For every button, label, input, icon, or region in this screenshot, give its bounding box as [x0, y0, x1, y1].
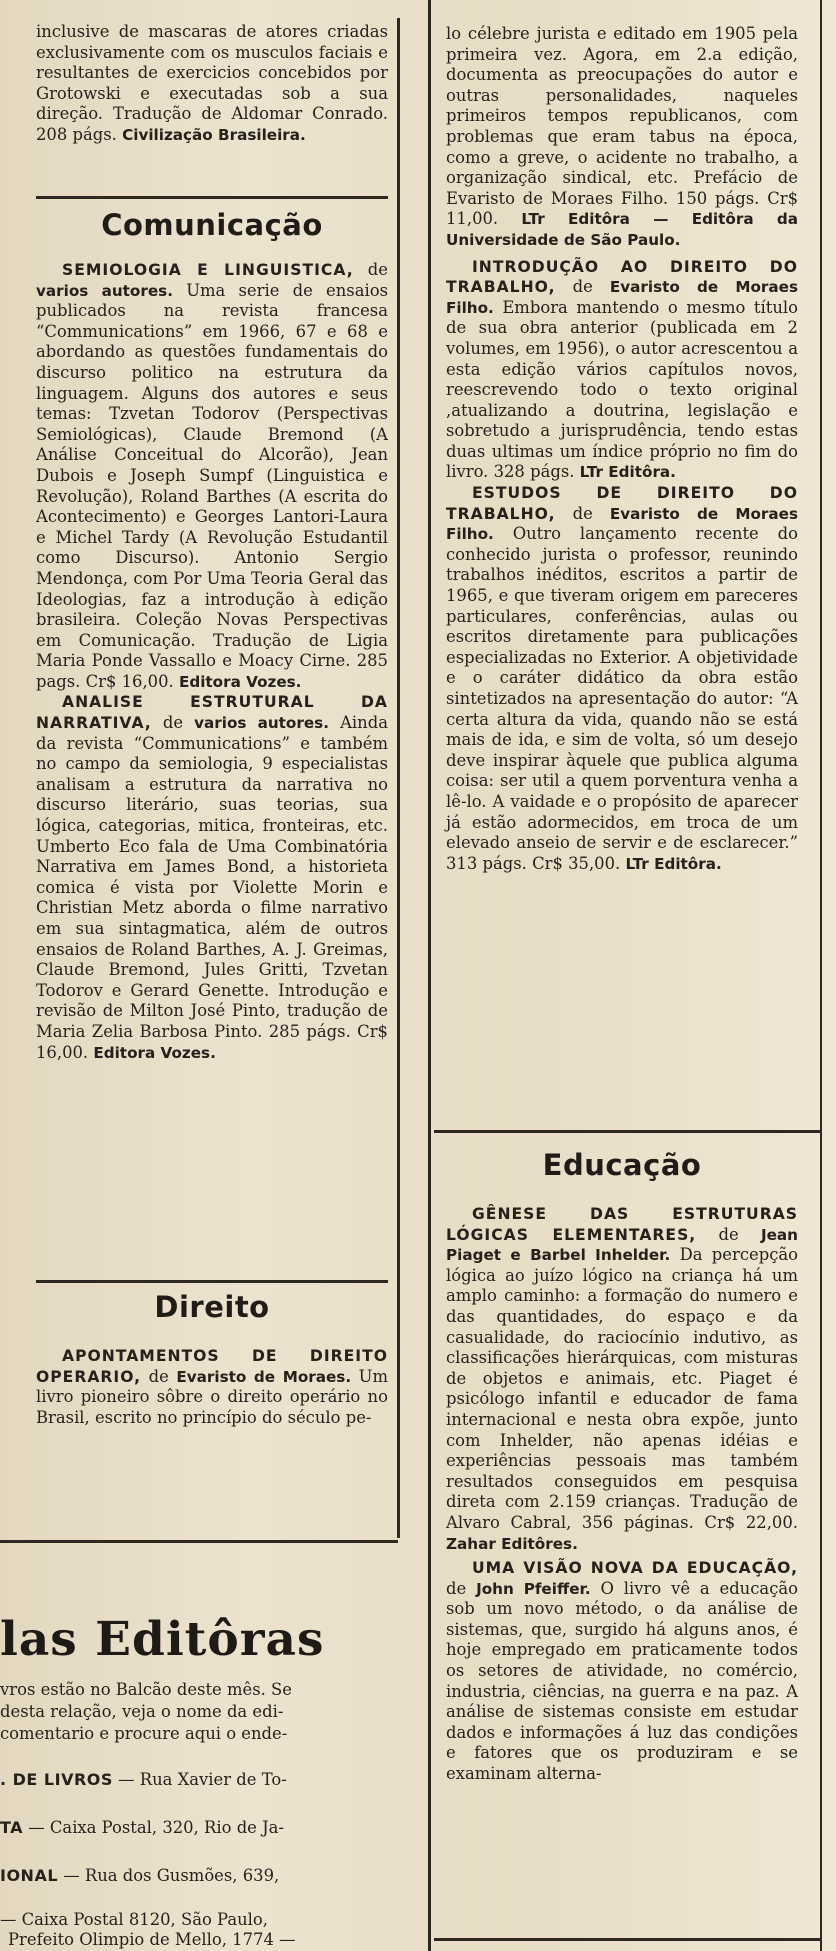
article-author: varios autores.: [194, 714, 329, 733]
article-publisher: Zahar Editôres.: [446, 1534, 578, 1553]
right-column: [446, 24, 798, 874]
center-column-rule: [428, 0, 431, 1951]
intro-text: inclusive de mascaras de atores criadas exclusivamente com os musculos faciais e resultantes de exercicios concebidos por Grotowski e executadas sob a sua direção. Tradução de Aldomar Conrado. 208 págs.: [36, 22, 388, 144]
left-column-rule: [397, 18, 400, 1538]
editoras-intro-line-1: vros estão no Balcão deste mês. Se: [0, 1680, 292, 1699]
article-apontamentos: APONTAMENTOS DE DIREITO OPERARIO, de Evaristo de Moraes. Um livro pioneiro sôbre o direito operário no Brasil, escrito no princípio do século pe-: [36, 1347, 389, 1427]
left-top-section-rule: [36, 196, 388, 199]
article-author: varios autores.: [36, 281, 173, 300]
article-author: Jean Piaget e Barbel Inhelder.: [446, 1225, 798, 1265]
right-mid-rule: [434, 1130, 820, 1133]
article-text: Embora mantendo o mesmo título de sua obra anterior (publicada em 2 volumes, em 1956), o autor acrescentou a esta edição vários capítulos novos, reescrevendo todo o texto original ,atualizando a doutrina, legislação e sobretudo a jurisprudência, tendo estas duas ultimas um índice próprio no fim do livro. 328 págs.: [446, 297, 798, 482]
article-title: APONTAMENTOS DE DIREITO OPERARIO,: [36, 1347, 388, 1386]
article-genese: GÊNESE DAS ESTRUTURAS LÓGICAS ELEMENTARES, de Jean Piaget e Barbel Inhelder. Da percepção lógica ao juízo lógico na criança há um amplo caminho: a formação do numero e das quantidades, do espaço e da casualidade, do raciocínio indutivo, as classificações hierárquicas, com misturas de objetos e animais, etc. Piaget é psicólogo infantil e educador de fama internacional e nesta obra expõe, junto com Inhelder, não apenas idéias e experiências pessoais mas também resultados conseguidos em pesquisa direta com 2.159 crianças. Tradução de Alvaro Cabral, 356 páginas. Cr$ 22,00. Zahar Editôres.: [446, 1205, 799, 1553]
article-text: Da percepção lógica ao juízo lógico na criança há um amplo caminho: a formação do numero e das quantidades, do espaço e da casualidade, do raciocínio indutivo, as classificações hierárquicas, com misturas de objetos e animais, etc. Piaget é psicólogo infantil e educador de fama internacional e nesta obra expõe, junto com Inhelder, não apenas idéias e experiências pessoais mas também resultados conseguidos em pesquisa direta com 2.159 crianças. Tradução de Alvaro Cabral, 356 páginas. Cr$ 22,00.: [446, 1245, 799, 1532]
bottom-box-rule: [0, 1540, 398, 1543]
editoras-intro-line-2: desta relação, veja o nome da edi-: [0, 1702, 284, 1721]
editora-entry-4: — Caixa Postal 8120, São Paulo,: [0, 1910, 268, 1929]
intro-publisher: Civilização Brasileira.: [122, 125, 306, 144]
article-text: O livro vê a educação sob um novo método, o da análise de sistemas, que, surgido há alguns anos, é hoje empregado em praticamente todos os setores de atividade, no comércio, industria, ciências, na guerra e na paz. A análise de sistemas consiste em estudar dados e informações á luz das condições e fatores que os produziram e se examinam alterna-: [446, 1578, 799, 1784]
educacao-articles: [446, 1204, 798, 1785]
article-publisher: LTr Editôra.: [579, 463, 676, 482]
article-continued: [446, 24, 798, 251]
article-author: Evaristo de Moraes Filho.: [446, 278, 798, 317]
article-visao-nova: UMA VISÃO NOVA DA EDUCAÇÃO, de John Pfeiffer. O livro vê a educação sob um novo método, o da análise de sistemas, que, surgido há alguns anos, é hoje empregado em praticamente todos os setores de atividade, no comércio, industria, ciências, na guerra e na paz. A análise de sistemas consiste em estudar dados e informações á luz das condições e fatores que os produziram e se examinam alterna-: [446, 1559, 799, 1784]
section-heading-direito: Direito: [154, 1290, 270, 1324]
article-title: UMA VISÃO NOVA DA EDUCAÇÃO,: [472, 1559, 798, 1578]
article-title: SEMIOLOGIA E LINGUISTICA,: [62, 261, 354, 279]
editora-entry-5: Prefeito Olimpio de Mello, 1774 —: [8, 1930, 296, 1949]
section-heading-comunicacao: Comunicação: [101, 208, 323, 242]
article-publisher: Editora Vozes.: [93, 1043, 216, 1062]
editora-entry-2: TA — Caixa Postal, 320, Rio de Ja-: [0, 1818, 284, 1837]
editoras-intro-line-3: comentario e procure aqui o ende-: [0, 1724, 288, 1743]
left-direito-rule: [36, 1280, 388, 1283]
article-analise-estrutural: ANALISE ESTRUTURAL DA NARRATIVA, de varios autores. Ainda da revista “Communications” e também no campo da semiologia, 9 especialistas analisam a estrutura da narrativa no discurso literário, suas teorias, sua lógica, categorias, mitica, fronteiras, etc. Umberto Eco fala de Uma Combinatória Narrativa em James Bond, a historieta comica é vista por Violette Morin e Christian Metz aborda o filme narrativo em sua sintagmatica, além de outros ensaios de Roland Barthes, A. J. Greimas, Claude Bremond, Jules Gritti, Tzvetan Todorov e Gerard Genette. Introdução e revisão de Milton José Pinto, tradução de Maria Zelia Barbosa Pinto. 285 págs. Cr$ 16,00. Editora Vozes.: [36, 693, 388, 1062]
article-estudos-direito: ESTUDOS DE DIREITO DO TRABALHO, de Evaristo de Moraes Filho. Outro lançamento recente do conhecido jurista o professor, reunindo trabalhos inéditos, escritos a partir de 1965, e que tiveram origem em pareceres particulares, conferências, aulas ou escritos diretamente para publicações especializadas no Exterior. A objetividade e o caráter didático da obra estão sintetizados na apresentação do autor: “A certa altura da vida, quando não se está mais de ida, e sim de volta, só um desejo deve inspirar àquele que publica alguma coisa: ser util a quem porventura venha a lê-lo. A vaidade e o propósito de aparecer já estão adormecidos, em troca de um elevado anseio de servir e de esclarecer.” 313 págs. Cr$ 35,00. LTr Editôra.: [446, 484, 798, 873]
article-title: INTRODUÇÃO AO DIREITO DO TRABALHO,: [446, 257, 798, 297]
article-author: John Pfeiffer.: [476, 1579, 591, 1598]
article-publisher: LTr Editôra — Editôra da Universidade de São Paulo.: [446, 210, 798, 249]
article-publisher: LTr Editôra.: [625, 854, 722, 873]
right-bottom-rule: [434, 1938, 820, 1941]
continued-article: [36, 22, 388, 146]
article-title: ANALISE ESTRUTURAL DA NARRATIVA,: [36, 693, 388, 733]
article-author: Evaristo de Moraes.: [176, 1367, 352, 1386]
editora-entry-3: IONAL — Rua dos Gusmões, 639,: [0, 1866, 280, 1885]
editoras-heading: las Editôras: [0, 1612, 325, 1667]
article-introducao-direito: INTRODUÇÃO AO DIREITO DO TRABALHO, de Evaristo de Moraes Filho. Embora mantendo o mesmo título de sua obra anterior (publicada em 2 volumes, em 1956), o autor acrescentou a esta edição vários capítulos novos, reescrevendo todo o texto original ,atualizando a doutrina, legislação e sobretudo a jurisprudência, tendo estas duas ultimas um índice próprio no fim do livro. 328 págs. LTr Editôra.: [446, 257, 798, 482]
article-title: ESTUDOS DE DIREITO DO TRABALHO,: [446, 484, 798, 523]
section-heading-educacao: Educação: [542, 1148, 702, 1182]
comunicacao-articles: [36, 260, 388, 1063]
article-title: GÊNESE DAS ESTRUTURAS LÓGICAS ELEMENTARES,: [446, 1205, 798, 1244]
article-publisher: Editora Vozes.: [178, 672, 302, 691]
article-text: Ainda da revista “Communications” e também no campo da semiologia, 9 especialistas analisam a estrutura da narrativa no discurso literário, suas teorias, sua lógica, categorias, mitica, fronteiras, etc. Umberto Eco fala de Uma Combinatória Narrativa em James Bond, a historieta comica é vista por Violette Morin e Christian Metz aborda o filme narrativo em sua sintagmatica, além de outros ensaios de Roland Barthes, A. J. Greimas, Claude Bremond, Jules Gritti, Tzvetan Todorov e Gerard Genette. Introdução e revisão de Milton José Pinto, tradução de Maria Zelia Barbosa Pinto. 285 págs. Cr$ 16,00.: [36, 713, 388, 1062]
article-author: Evaristo de Moraes Filho.: [446, 504, 798, 544]
editora-entry-1: . DE LIVROS — Rua Xavier de To-: [0, 1770, 287, 1789]
left-column: [36, 22, 388, 146]
article-text: Uma serie de ensaios publicados na revista francesa “Communications” em 1966, 67 e 68 e abordando as questões fundamentais do discurso politico na estrutura da linguagem. Alguns dos autores e seus temas: Tzvetan Todorov (Perspectivas Semiológicas), Claude Bremond (A Análise Conceitual do Alcorão), Jean Dubois e Joseph Sumpf (Linguistica e Revolução), Roland Barthes (A escrita do Acontecimento) e Georges Lantori-Laura e Michel Tardy (A Revolução Estudantil como Discurso). Antonio Sergio Mendonça, com Por Uma Teoria Geral das Ideologias, faz a introdução à edição brasileira. Coleção Novas Perspectivas em Comunicação. Tradução de Ligia Maria Ponde Vassallo e Moacy Cirne. 285 pags. Cr$ 16,00.: [36, 280, 388, 691]
article-semiologia: SEMIOLOGIA E LINGUISTICA, de varios autores. Uma serie de ensaios publicados na revista francesa “Communications” em 1966, 67 e 68 e abordando as questões fundamentais do discurso politico na estrutura da linguagem. Alguns dos autores e seus temas: Tzvetan Todorov (Perspectivas Semiológicas), Claude Bremond (A Análise Conceitual do Alcorão), Jean Dubois e Joseph Sumpf (Linguistica e Revolução), Roland Barthes (A escrita do Acontecimento) e Georges Lantori-Laura e Michel Tardy (A Revolução Estudantil como Discurso). Antonio Sergio Mendonça, com Por Uma Teoria Geral das Ideologias, faz a introdução à edição brasileira. Coleção Novas Perspectivas em Comunicação. Tradução de Ligia Maria Ponde Vassallo e Moacy Cirne. 285 pags. Cr$ 16,00. Editora Vozes.: [36, 260, 388, 691]
article-text: Um livro pioneiro sôbre o direito operário no Brasil, escrito no princípio do século pe-: [36, 1366, 389, 1427]
article-text: lo célebre jurista e editado em 1905 pela primeira vez. Agora, em 2.a edição, documenta as preocupações do autor e outras personalidades, naqueles primeiros tempos republicanos, com problemas que eram tabus na época, como a greve, o acidente no trabalho, a organização sindical, etc. Prefácio de Evaristo de Moraes Filho. 150 págs. Cr$ 11,00.: [446, 24, 798, 229]
direito-articles: [36, 1346, 388, 1428]
right-edge-rule: [820, 0, 822, 1951]
article-text: Outro lançamento recente do conhecido jurista o professor, reunindo trabalhos inéditos, escritos a partir de 1965, e que tiveram origem em pareceres particulares, conferências, aulas ou escritos diretamente para publicações especializadas no Exterior. A objetividade e o caráter didático da obra estão sintetizados na apresentação do autor: “A certa altura da vida, quando não se está mais de ida, e sim de volta, só um desejo deve inspirar àquele que publica alguma coisa: ser util a quem porventura venha a lê-lo. A vaidade e o propósito de aparecer já estão adormecidos, em troca de um elevado anseio de servir e de esclarecer.” 313 págs. Cr$ 35,00.: [446, 524, 798, 873]
